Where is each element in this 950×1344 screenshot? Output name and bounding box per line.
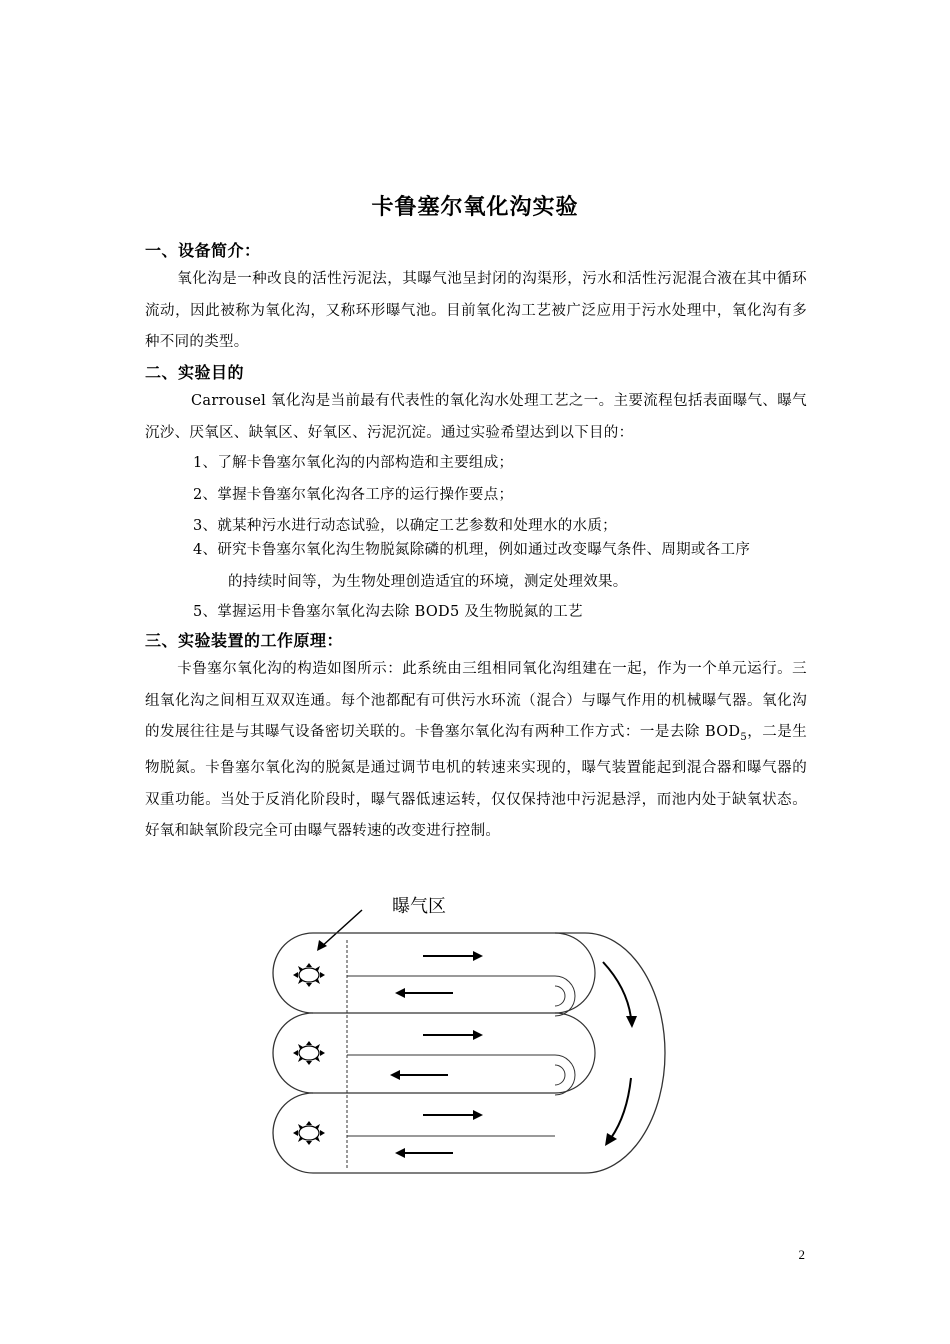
separator-1 xyxy=(313,933,595,1013)
list-item: 5、掌握运用卡鲁塞尔氧化沟去除 BOD5 及生物脱氮的工艺 xyxy=(193,604,583,620)
ditch-lobe-1 xyxy=(273,933,313,1013)
oxidation-ditch-diagram xyxy=(255,880,695,1190)
section-2-paragraph xyxy=(145,386,807,449)
aeration-pointer-head xyxy=(317,940,327,951)
aerator-icon xyxy=(293,1041,325,1065)
section-3-heading: 三、实验装置的工作原理： xyxy=(145,631,344,650)
section-1-paragraph xyxy=(145,264,807,359)
curved-arrow-down xyxy=(603,962,631,1018)
aeration-pointer-line xyxy=(320,910,362,948)
curved-arrow-return-head xyxy=(605,1133,617,1146)
list-item: 3、就某种污水进行动态试验，以确定工艺参数和处理水的水质； xyxy=(193,518,617,534)
list-item-line-2: 的持续时间等，为生物处理创造适宜的环境，测定处理效果。 xyxy=(228,573,628,590)
curved-arrow-down-head xyxy=(626,1016,637,1028)
section-1-heading: 一、设备简介： xyxy=(145,241,261,260)
bod-subscript: 5 xyxy=(740,731,748,743)
curved-arrow-return xyxy=(611,1078,631,1138)
aerator-icon xyxy=(293,963,325,987)
list-item: 2、掌握卡鲁塞尔氧化沟各工序的运行操作要点； xyxy=(193,487,514,503)
section-3-text-b: ，二是生物脱氮。卡鲁塞尔氧化沟的脱氮是通过调节电机的转速来实现的，曝气装置能起到混合器和曝气器的双重功能。当处于反消化阶段时，曝气器低速运转，仅仅保持池中污泥悬浮，而池内处于缺氧状态。好氧和缺氧阶段完全可由曝气器转速的改变进行控制。 xyxy=(145,724,808,840)
list-item: 1、了解卡鲁塞尔氧化沟的内部构造和主要组成； xyxy=(193,455,514,471)
page-title: 卡鲁塞尔氧化沟实验 xyxy=(371,195,579,220)
section-1-text: 氧化沟是一种改良的活性污泥法，其曝气池呈封闭的沟渠形，污水和活性污泥混合液在其中循环流动，因此被称为氧化沟，又称环形曝气池。目前氧化沟工艺被广泛应用于污水处理中，氧化沟有多种不同的类型。 xyxy=(145,271,807,350)
turn-curve xyxy=(555,1065,565,1085)
section-2-text: Carrousel 氧化沟是当前最有代表性的氧化沟水处理工艺之一。主要流程包括表面曝气、曝气沉沙、厌氧区、缺氧区、好氧区、污泥沉淀。通过实验希望达到以下目的： xyxy=(145,393,807,441)
list-item-line-1: 4、研究卡鲁塞尔氧化沟生物脱氮除磷的机理，例如通过改变曝气条件、周期或各工序 xyxy=(193,542,751,558)
section-3-text-a: 卡鲁塞尔氧化沟的构造如图所示：此系统由三组相同氧化沟组建在一起，作为一个单元运行。三组氧化沟之间相互双双连通。每个池都配有可供污水环流（混合）与曝气作用的机械曝气器。氧化沟的发展往往是与其曝气设备密切关联的。卡鲁塞尔氧化沟有两种工作方式：一是去除 BOD xyxy=(145,661,807,740)
turn-curve xyxy=(555,986,565,1006)
aeration-zone-label: 曝气区 xyxy=(392,896,446,917)
section-2-heading: 二、实验目的 xyxy=(145,363,245,382)
section-3-paragraph xyxy=(145,654,807,848)
separator-2 xyxy=(313,1013,595,1093)
aerator-icon xyxy=(293,1121,325,1145)
list-item xyxy=(193,535,807,598)
page-number: 2 xyxy=(798,1247,805,1262)
